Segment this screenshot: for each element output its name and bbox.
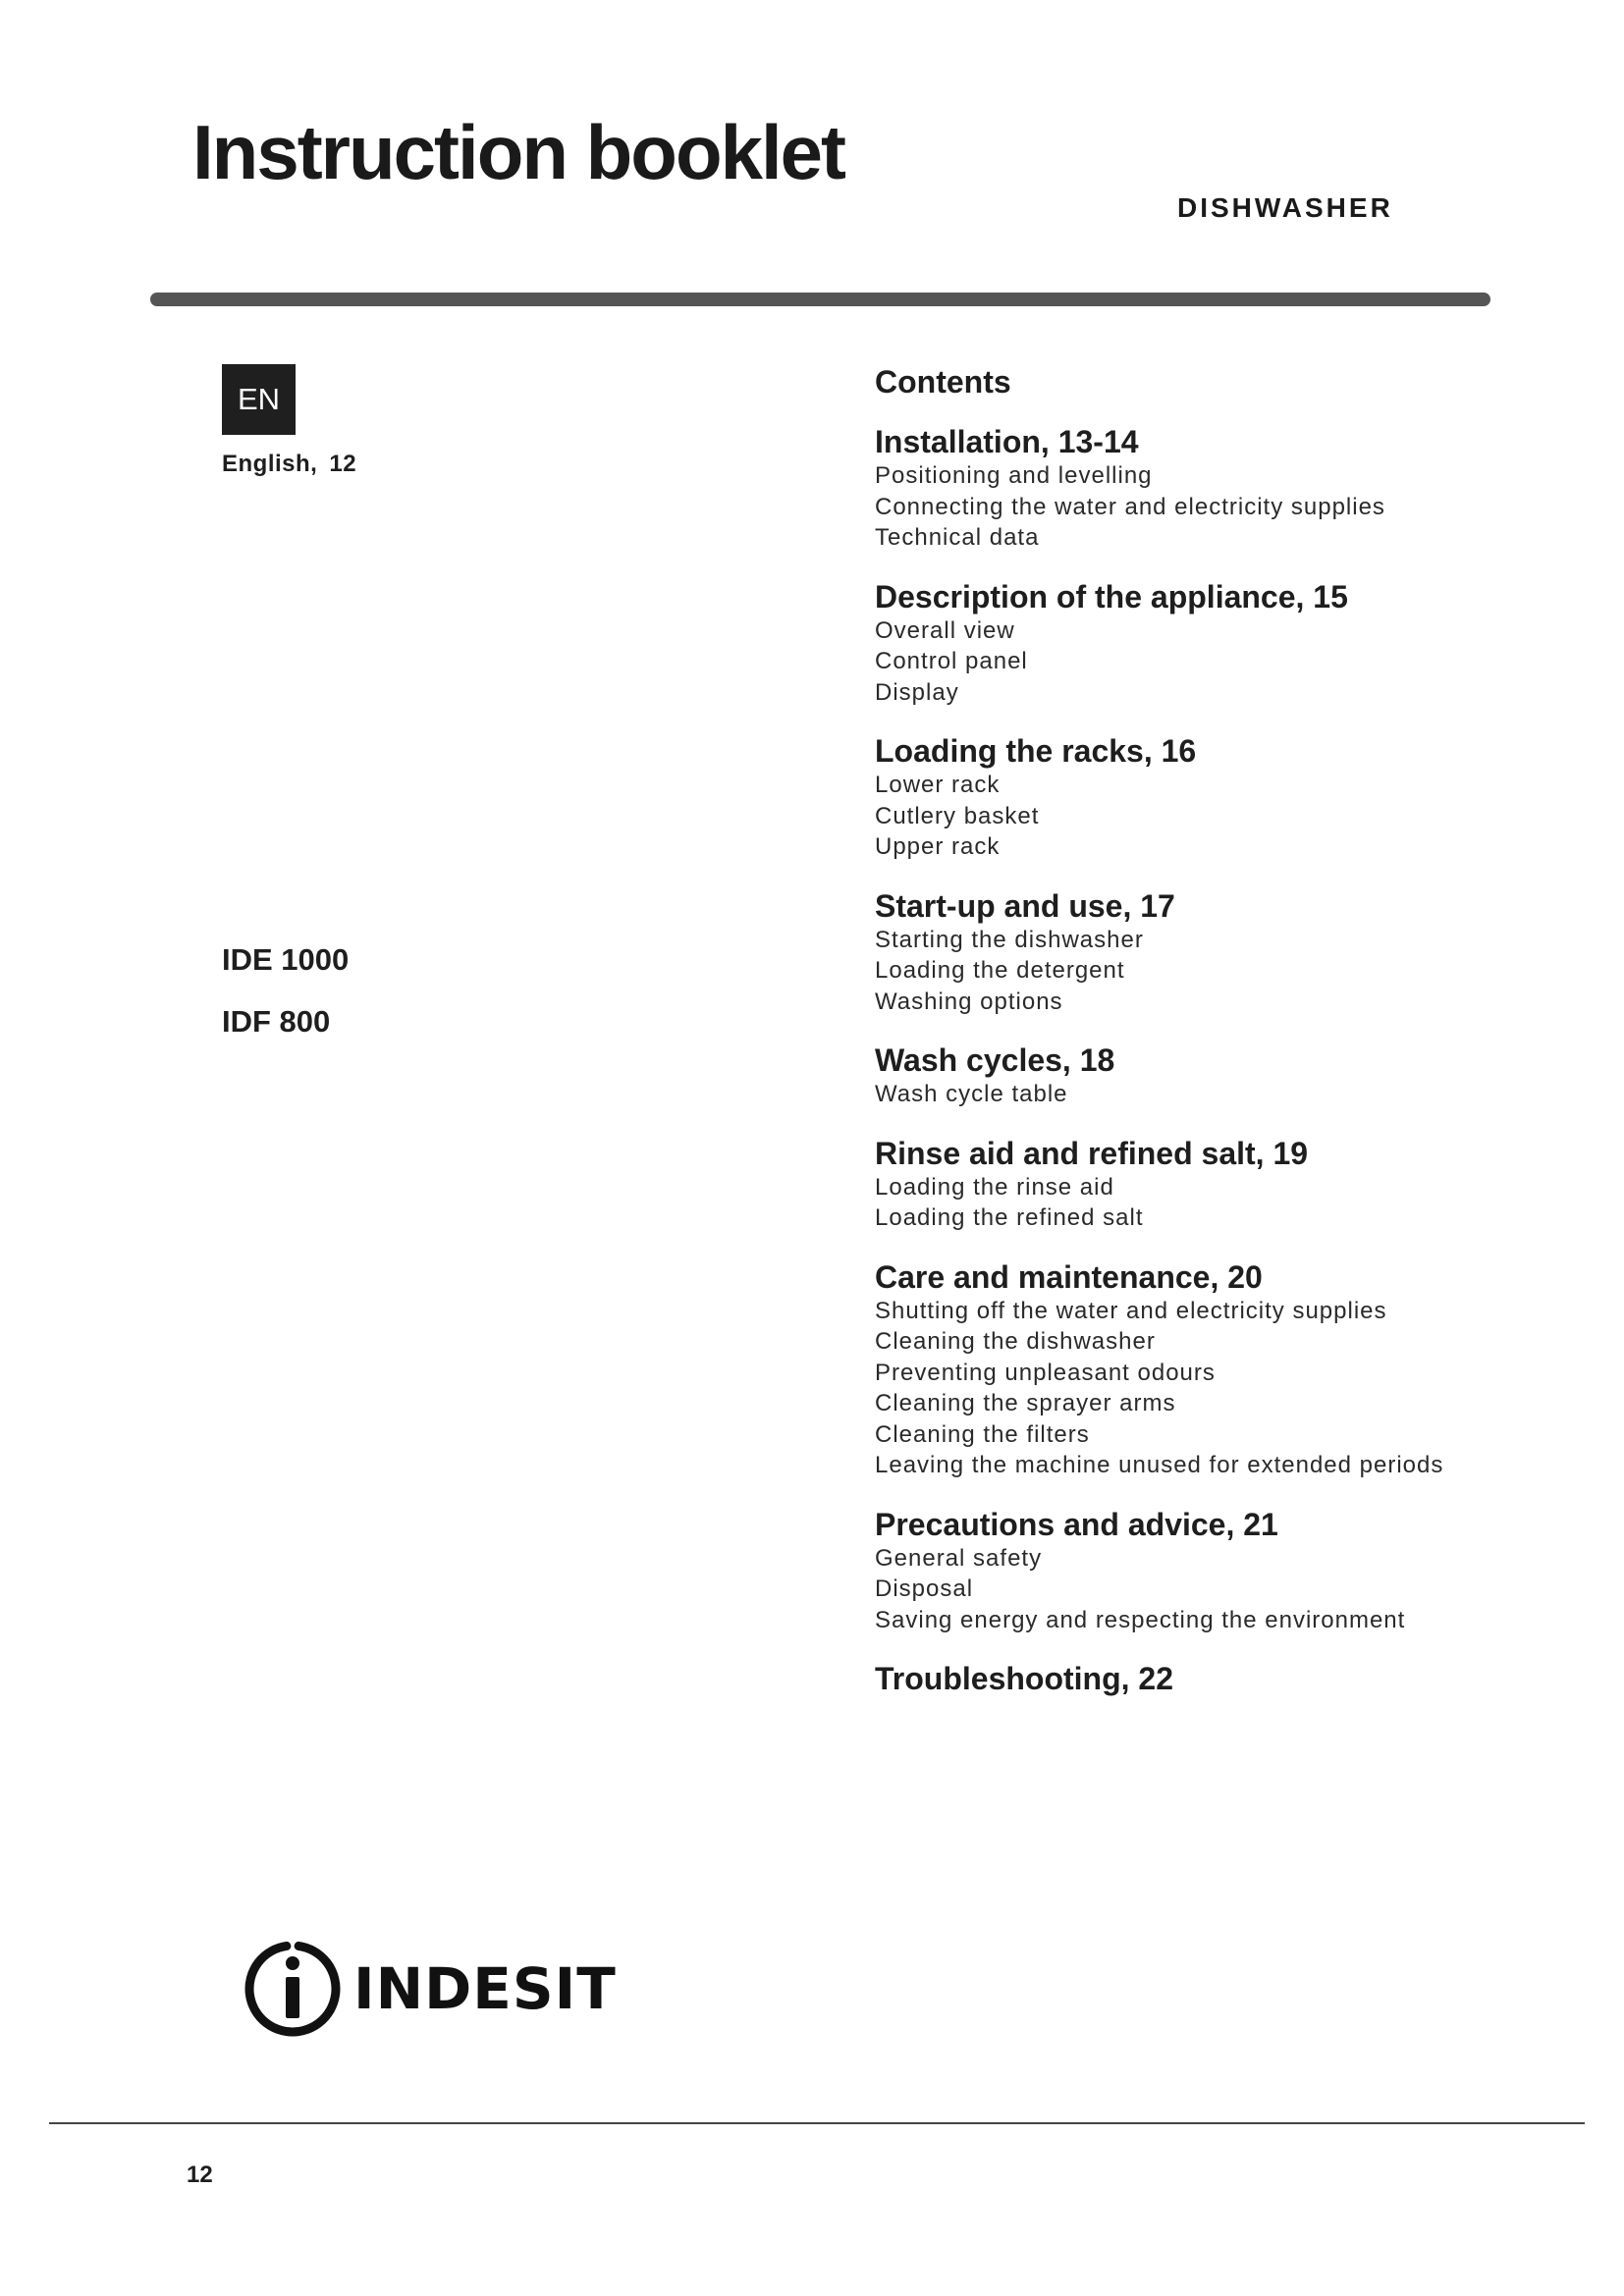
toc-item-list (875, 770, 1582, 863)
toc-item: Cleaning the dishwasher (875, 1328, 1156, 1355)
toc-item: Starting the dishwasher (875, 926, 1144, 953)
header-divider (150, 293, 1490, 306)
footer-divider (49, 2122, 1585, 2124)
toc-item: Overall view (875, 616, 1015, 644)
toc-heading: Precautions and advice, 21 (875, 1506, 1278, 1542)
toc-item: Technical data (875, 524, 1040, 551)
toc-heading: Care and maintenance, 20 (875, 1258, 1263, 1295)
table-of-contents (875, 363, 1582, 1722)
toc-item: Upper rack (875, 833, 1001, 860)
toc-item: Lower rack (875, 772, 1001, 798)
toc-item: Positioning and levelling (875, 462, 1153, 489)
toc-item-list (875, 925, 1582, 1018)
toc-item: Wash cycle table (875, 1081, 1068, 1107)
toc-heading: Description of the appliance, 15 (875, 578, 1348, 614)
toc-section (875, 1258, 1582, 1481)
toc-heading: Rinse aid and refined salt, 19 (875, 1135, 1309, 1171)
toc-item: Disposal (875, 1575, 974, 1602)
toc-section (875, 887, 1582, 1018)
toc-item: General safety (875, 1544, 1043, 1572)
toc-item: Loading the detergent (875, 957, 1125, 984)
toc-item: Display (875, 678, 959, 706)
toc-heading: Troubleshooting, 22 (875, 1661, 1174, 1696)
page-title: Instruction booklet (192, 109, 844, 195)
toc-item-list (875, 1079, 1582, 1110)
toc-item-list (875, 1172, 1582, 1234)
toc-heading: Wash cycles, 18 (875, 1042, 1115, 1078)
toc-section (875, 423, 1582, 554)
toc-item-list (875, 460, 1582, 554)
toc-item: Leaving the machine unused for extended periods (875, 1452, 1444, 1478)
toc-section (875, 1660, 1582, 1697)
model-name: IDE 1000 (222, 942, 350, 977)
toc-item-list (875, 615, 1582, 709)
language-page: 12 (329, 451, 357, 477)
toc-item: Shutting off the water and electricity supplies (875, 1297, 1387, 1324)
toc-section (875, 1135, 1582, 1234)
toc-heading: Start-up and use, 17 (875, 887, 1175, 924)
toc-item: Control panel (875, 648, 1028, 674)
language-badge: EN (222, 364, 296, 435)
contents-title: Contents (875, 364, 1011, 400)
toc-section (875, 1506, 1582, 1636)
toc-sections (875, 423, 1582, 1697)
toc-item: Connecting the water and electricity supplies (875, 493, 1385, 520)
product-type: DISHWASHER (1177, 192, 1393, 223)
toc-section (875, 1041, 1582, 1110)
toc-item: Cleaning the filters (875, 1420, 1090, 1448)
toc-item-list (875, 1543, 1582, 1636)
toc-item: Preventing unpleasant odours (875, 1359, 1216, 1386)
page-number: 12 (187, 2162, 213, 2188)
language-name: English, (222, 451, 318, 477)
toc-section (875, 578, 1582, 709)
model-name: IDF 800 (222, 1004, 331, 1039)
toc-heading: Loading the racks, 16 (875, 733, 1197, 769)
toc-heading: Installation, 13-14 (875, 424, 1139, 459)
toc-item: Saving energy and respecting the environment (875, 1606, 1406, 1633)
toc-item: Cutlery basket (875, 802, 1040, 829)
brand-logo (244, 1940, 617, 2038)
toc-item: Loading the refined salt (875, 1204, 1144, 1231)
language-entry (222, 453, 356, 476)
toc-item: Cleaning the sprayer arms (875, 1390, 1176, 1416)
toc-item: Washing options (875, 988, 1063, 1015)
indesit-logo-icon (244, 1940, 342, 2038)
brand-wordmark: INDESIT (353, 1955, 617, 2022)
toc-item-list (875, 1296, 1582, 1481)
toc-section (875, 732, 1582, 863)
toc-item: Loading the rinse aid (875, 1173, 1114, 1201)
